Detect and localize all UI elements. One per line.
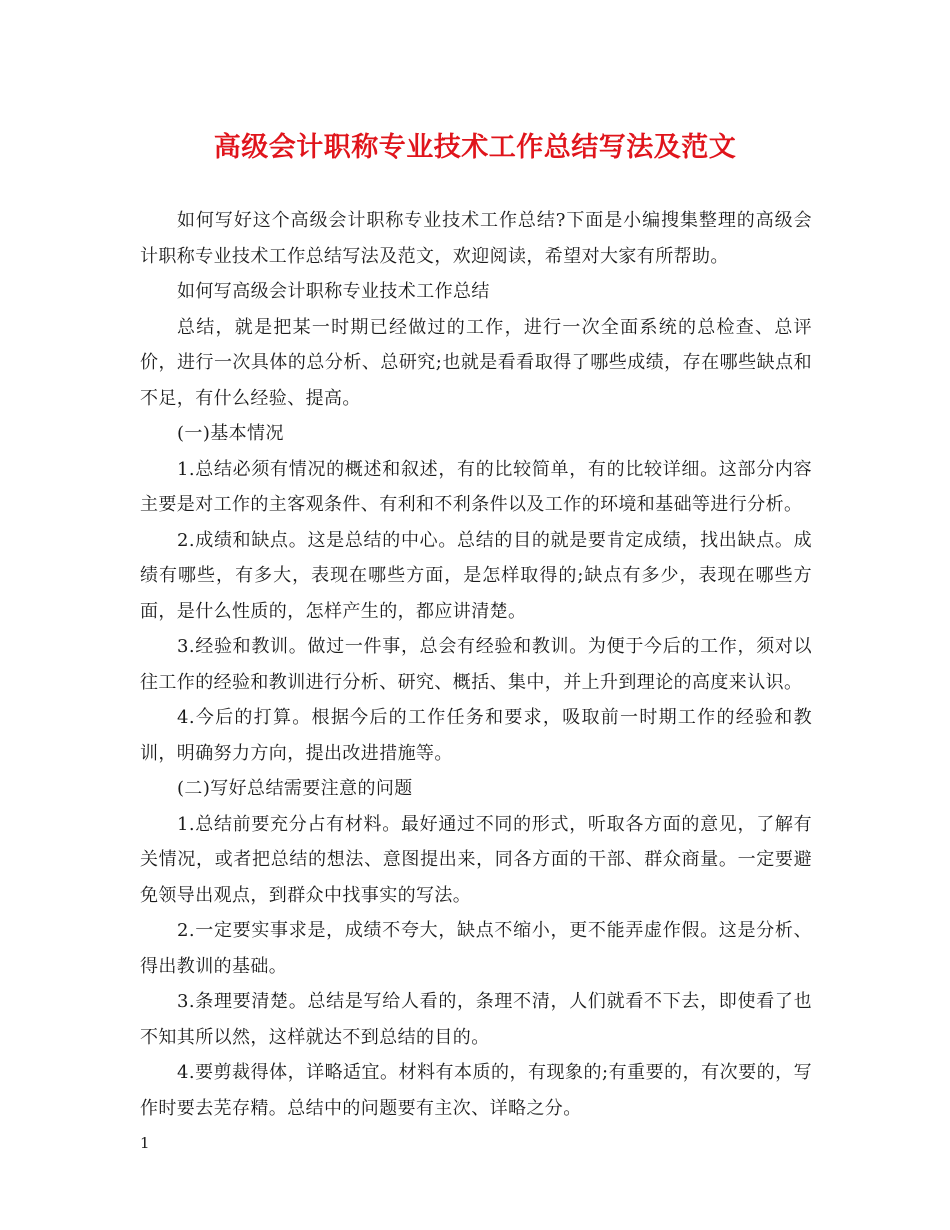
- section-heading-notes: (二)写好总结需要注意的问题: [177, 778, 413, 799]
- document-title: 高级会计职称专业技术工作总结写法及范文: [213, 132, 737, 163]
- paragraph-item-4: 4.今后的打算。根据今后的工作任务和要求，吸取前一时期工作的经验和教训，明确努力方向，提出改进措施等。: [140, 707, 812, 764]
- paragraph-note-2: 2.一定要实事求是，成绩不夸大，缺点不缩小，更不能弄虚作假。这是分析、得出教训的基础。: [140, 920, 812, 977]
- paragraph-definition: 总结，就是把某一时期已经做过的工作，进行一次全面系统的总检查、总评价，进行一次具体的总分析、总研究;也就是看看取得了哪些成绩，存在哪些缺点和不足，有什么经验、提高。: [140, 316, 812, 409]
- paragraph-item-3: 3.经验和教训。做过一件事，总会有经验和教训。为便于今后的工作，须对以往工作的经验和教训进行分析、研究、概括、集中，并上升到理论的高度来认识。: [140, 636, 812, 693]
- section-heading-basic-situation: (一)基本情况: [177, 423, 284, 444]
- paragraph-intro: 如何写好这个高级会计职称专业技术工作总结?下面是小编搜集整理的高级会计职称专业技术工作总结写法及范文，欢迎阅读，希望对大家有所帮助。: [140, 210, 812, 267]
- paragraph-note-1: 1.总结前要充分占有材料。最好通过不同的形式，听取各方面的意见，了解有关情况，或者把总结的想法、意图提出来，同各方面的干部、群众商量。一定要避免领导出观点，到群众中找事实的写法。: [140, 813, 812, 906]
- paragraph-note-3: 3.条理要清楚。总结是写给人看的，条理不清，人们就看不下去，即使看了也不知其所以然，这样就达不到总结的目的。: [140, 991, 812, 1048]
- paragraph-item-1: 1.总结必须有情况的概述和叙述，有的比较简单，有的比较详细。这部分内容主要是对工作的主客观条件、有利和不利条件以及工作的环境和基础等进行分析。: [140, 458, 812, 515]
- paragraph-note-4: 4.要剪裁得体，详略适宜。材料有本质的，有现象的;有重要的，有次要的，写作时要去芜存精。总结中的问题要有主次、详略之分。: [140, 1062, 812, 1119]
- paragraph-heading-how-to-write: 如何写高级会计职称专业技术工作总结: [177, 281, 490, 302]
- paragraph-item-2: 2.成绩和缺点。这是总结的中心。总结的目的就是要肯定成绩，找出缺点。成绩有哪些，有多大，表现在哪些方面，是怎样取得的;缺点有多少，表现在哪些方面，是什么性质的，怎样产生的，都应讲清楚。: [140, 529, 812, 622]
- document-body: [140, 203, 812, 1126]
- page-number: 1: [140, 1134, 150, 1152]
